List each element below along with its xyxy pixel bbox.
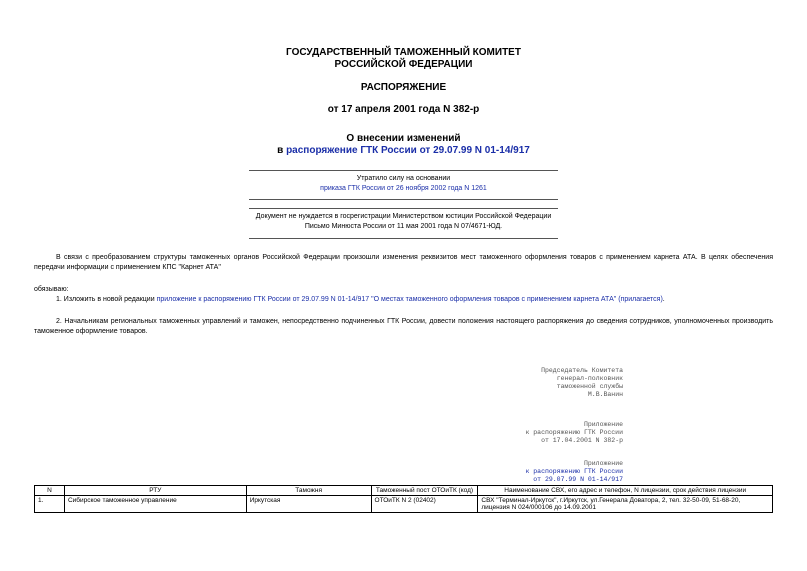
subject-link[interactable]: распоряжение ГТК России от 29.07.99 N 01-14/917 [286, 145, 530, 156]
subject-line2 [0, 145, 807, 157]
signature-rank: генерал-полковник [556, 375, 623, 382]
cell-number: 1. [35, 496, 65, 513]
obligate-word: обязываю: [34, 286, 69, 293]
col-header-rtu: РТУ [64, 486, 246, 496]
cell-rtu: Сибирское таможенное управление [64, 496, 246, 513]
signature-block [480, 367, 623, 399]
order-item-2: 2. Начальникам региональных таможенных управлений и таможен, непосредственно подчиненных ГТК России, довести положения настоящего распоряжения до сведения сотрудников, уполномоченных производить таможенное оформление товаров. [34, 318, 773, 335]
appendix-1-header [480, 421, 623, 445]
cell-customs: Иркутская [246, 496, 371, 513]
signature-name: М.В.Ванин [587, 391, 623, 398]
divider [249, 238, 558, 239]
subject-prefix: в [277, 145, 284, 156]
appendix-2-header[interactable] [480, 460, 623, 484]
appendix-2-date[interactable]: от 29.07.99 N 01-14/917 [533, 476, 623, 483]
appendix-1-title: Приложение [583, 421, 623, 428]
signature-position: Председатель Комитета [541, 367, 623, 374]
divider [249, 199, 558, 200]
registration-letter: Письмо Минюста России от 11 мая 2001 года N 07/4671-ЮД. [304, 223, 503, 230]
col-header-number: N [35, 486, 65, 496]
signature-service: таможенной службы [556, 383, 623, 390]
divider [249, 208, 558, 209]
registration-note: Документ не нуждается в госрегистрации Министерством юстиции Российской Федерации [255, 213, 552, 220]
preamble-paragraph: В связи с преобразованием структуры таможенных органов Российской Федерации произошли изменения реквизитов мест таможенного оформления товаров с применением карнета АТА. В целях обеспечения передачи информации с применением КПС "Карнет АТА" [34, 254, 773, 271]
table-row [35, 496, 773, 513]
appendix-2-ref[interactable]: к распоряжению ГТК России [525, 468, 623, 475]
org-name-line2: РОССИЙСКОЙ ФЕДЕРАЦИИ [334, 59, 473, 70]
customs-points-table [34, 485, 773, 513]
status-text: Утратило силу на основании [356, 175, 451, 182]
order-item-1-link[interactable]: приложение к распоряжению ГТК России от 29.07.99 N 01-14/917 "О местах таможенного оформления товаров с применением карнета АТА" (прилагается) [156, 296, 663, 303]
order-item-1-suffix: . [662, 296, 665, 303]
document-date: от 17 апреля 2001 года N 382-р [327, 104, 480, 115]
order-item-1 [56, 295, 773, 305]
org-name-line1: ГОСУДАРСТВЕННЫЙ ТАМОЖЕННЫЙ КОМИТЕТ [286, 47, 521, 58]
subject-line1: О внесении изменений [346, 133, 461, 144]
order-item-1-prefix: 1. Изложить в новой редакции [56, 296, 157, 303]
appendix-1-ref: к распоряжению ГТК России [525, 429, 623, 436]
col-header-customs: Таможня [246, 486, 371, 496]
col-header-warehouse: Наименование СВХ, его адрес и телефон, N лицензии, срок действия лицензии [478, 486, 773, 496]
cell-warehouse: СВХ "Терминал-Иркутск", г.Иркутск, ул.Генерала Доватора, 2, тел. 32-50-09, 51-68-20, лицензия N 024/000106 до 14.09.2001 [478, 496, 773, 513]
document-type: РАСПОРЯЖЕНИЕ [360, 82, 447, 93]
divider [249, 170, 558, 171]
col-header-post: Таможенный пост ОТОиТК (код) [371, 486, 478, 496]
table-header-row [35, 486, 773, 496]
cell-post: ОТОиТК N 2 (02402) [371, 496, 478, 513]
appendix-2-title: Приложение [583, 460, 623, 467]
status-link[interactable]: приказа ГТК России от 26 ноября 2002 года N 1261 [320, 185, 487, 192]
appendix-1-date: от 17.04.2001 N 382-р [541, 437, 623, 444]
